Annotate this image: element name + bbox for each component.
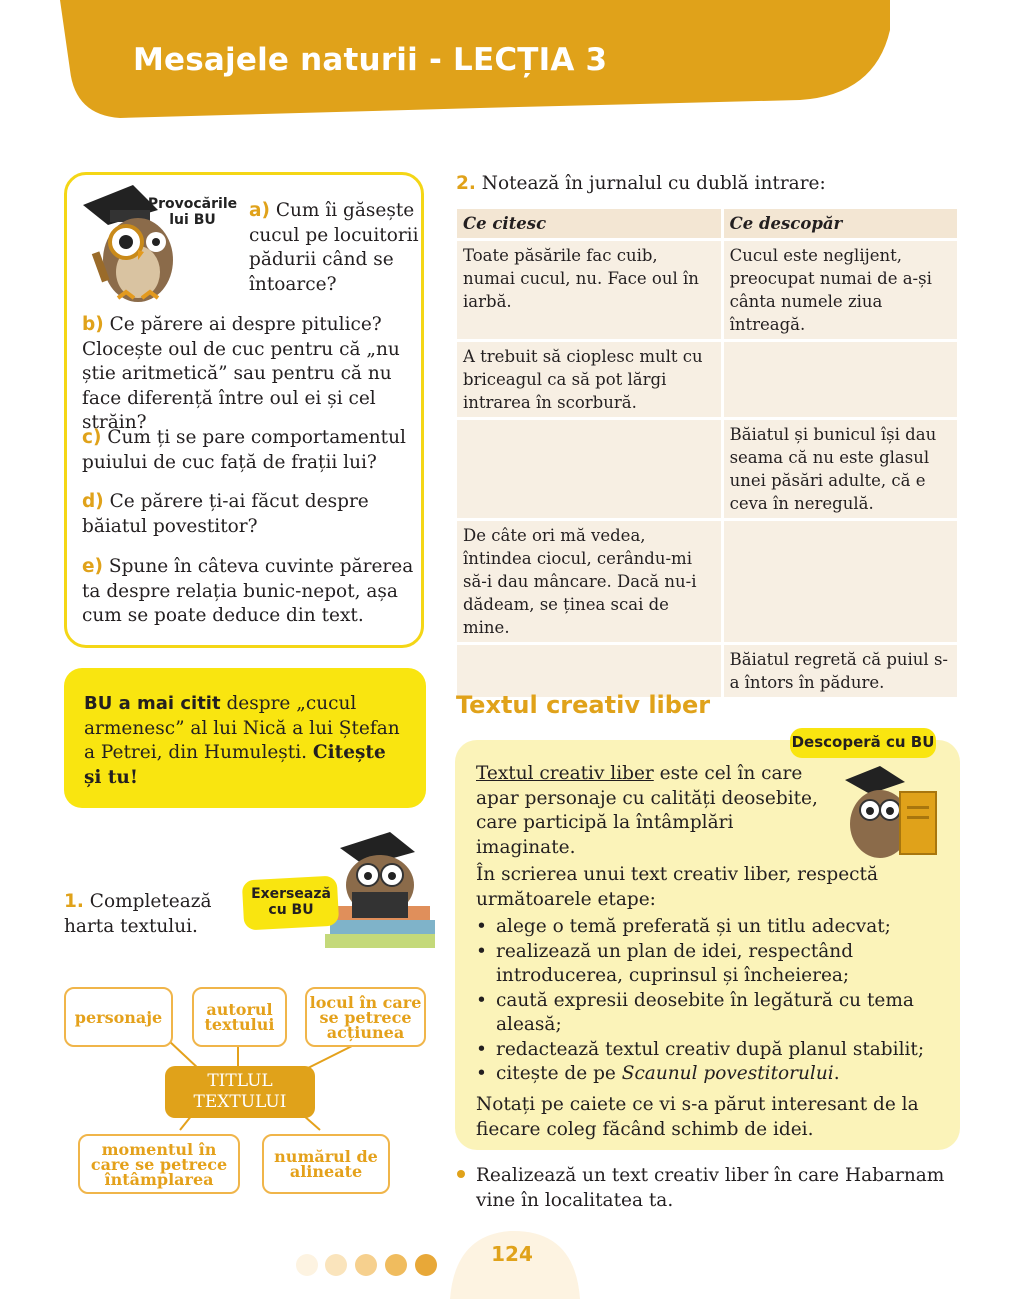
question-c-text: Cum ți se pare comportamentul puiului de cuc față de frații lui? [82,427,406,473]
exercise-2-number: 2. [456,173,476,194]
table-row [457,521,957,642]
question-b [82,313,415,436]
footer-dot [385,1254,407,1276]
table-row [457,342,957,417]
question-d [82,490,415,539]
journal-header-discover: Ce descopăr [724,209,957,238]
journal-cell: Băiatul și bunicul își dau seama că nu este glasul unei păsări adulte, că e ceva în neregulă. [724,420,957,518]
map-node-place: locul în care se petrece acțiunea [305,987,426,1047]
question-e-text: Spune în câteva cuvinte părerea ta despre relația bunic-nepot, așa cum se poate deduce din text. [82,556,414,626]
map-center-title: TITLUL TEXTULUI [165,1066,315,1118]
question-e [82,555,415,629]
map-node-author: autorul textului [192,987,287,1047]
list-item: • realizează un plan de idei, respectând introducerea, cuprinsul și încheierea; [476,940,946,989]
creative-steps-list [476,915,946,1087]
journal-header-row [457,209,957,238]
list-item: • redactează textul creativ după planul stabilit; [476,1038,946,1063]
journal-cell: Cucul este neglijent, preocupat numai de a-și cânta numele ziua întreagă. [724,241,957,339]
reading-note-bold: BU a mai citit [84,693,221,714]
journal-cell: A trebuit să cioplesc mult cu briceagul ca să pot lărgi intrarea în scorbură. [457,342,721,417]
question-b-text: Ce părere ai despre pitulice? Clocește oul de cuc pentru că „nu știe aritmetică” sau pentru că nu face diferență între oul ei și cel străin? [82,314,400,433]
exercise-2-text: Notează în jurnalul cu dublă intrare: [481,173,826,194]
step-last-suffix: . [833,1063,840,1084]
creative-steps-intro: În scrierea unui text creativ liber, respectă următoarele etape: [476,864,879,910]
journal-cell-empty[interactable] [457,645,721,697]
journal-table [454,206,960,700]
question-d-label: d) [82,491,104,512]
map-node-characters: personaje [64,987,173,1047]
list-item: • alege o temă preferată și un titlu adecvat; [476,915,946,940]
question-a [249,199,419,297]
question-a-label: a) [249,200,270,221]
question-a-text: Cum îi găsește cucul pe locuitorii pădurii când se întoarce? [249,200,419,295]
map-node-paragraphs: numărul de alineate [262,1134,390,1194]
question-b-label: b) [82,314,104,335]
reading-note [84,692,404,790]
footer-dot [415,1254,437,1276]
table-row [457,420,957,518]
creative-badge: Descoperă cu BU [791,733,935,751]
creative-definition-term: Textul creativ liber [476,763,654,784]
owl-book-icon [835,762,945,862]
question-c-label: c) [82,427,102,448]
exercise-1 [64,890,244,939]
step-last-italic: Scaunul povestitorului [621,1063,834,1084]
challenge-badge: Provocările lui BU [147,196,238,228]
exercise-1-number: 1. [64,891,84,912]
question-d-text: Ce părere ți-ai făcut despre băiatul povestitor? [82,491,369,537]
journal-cell-empty[interactable] [457,420,721,518]
journal-cell: Toate păsările fac cuib, numai cucul, nu. Face oul în iarbă. [457,241,721,339]
list-item [476,1062,946,1087]
creative-task: Realizează un text creativ liber în care Habarnam vine în localitatea ta. [476,1165,945,1211]
step-last-prefix: citește de pe [496,1063,622,1084]
creative-definition [476,762,821,860]
question-c [82,426,415,475]
creative-heading: Textul creativ liber [456,691,711,719]
exercise-2 [456,172,956,197]
page-number: 124 [491,1242,533,1266]
journal-cell-empty[interactable] [724,342,957,417]
footer-dot [296,1254,318,1276]
footer-dot [325,1254,347,1276]
table-row [457,645,957,697]
footer-dot [355,1254,377,1276]
journal-cell-empty[interactable] [724,521,957,642]
reading-note-text: despre „cucul armenesc” al lui Nică a lui Ștefan a Petrei, din Humulești. [84,693,400,763]
creative-closing: Notați pe caiete ce vi s-a părut interesant de la fiecare coleg făcând schimb de idei. [476,1094,919,1140]
reading-note-call: Citește și tu! [84,742,386,788]
creative-definition-text: este cel în care apar personaje cu calități deosebite, care participă la întâmplări imaginate. [476,763,818,858]
journal-cell: Băiatul regretă că puiul s-a întors în pădure. [724,645,957,697]
task-bullet-icon [457,1170,465,1178]
exercise-1-text: Completează harta textului. [64,891,212,937]
journal-cell: De câte ori mă vedea, întindea ciocul, cerându-mi să-i dau mâncare. Dacă nu-i dădeam, se ținea scai de mine. [457,521,721,642]
question-e-label: e) [82,556,104,577]
table-row [457,241,957,339]
exercise-badge: Exersează cu BU [251,886,331,918]
page-title: Mesajele naturii - LECȚIA 3 [133,42,608,78]
list-item: • caută expresii deosebite în legătură cu tema aleasă; [476,989,946,1038]
map-node-moment: momentul în care se petrece întâmplarea [78,1134,240,1194]
journal-header-read: Ce citesc [457,209,721,238]
